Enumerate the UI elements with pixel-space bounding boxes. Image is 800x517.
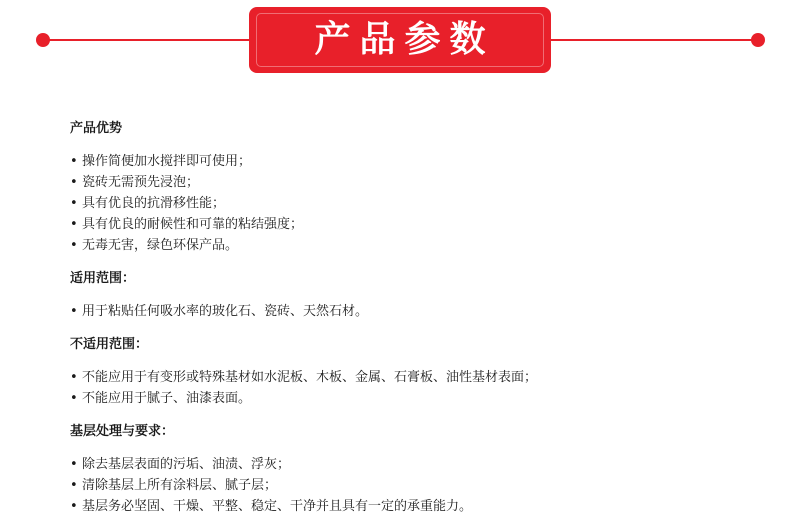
section-not-applicable-scope (70, 337, 790, 424)
product-parameters-content (70, 121, 790, 517)
list-item (70, 475, 790, 496)
section-heading: 产品优势 (70, 121, 123, 136)
title-banner (249, 7, 551, 73)
list-item-text: 瓷砖无需预先浸泡； (82, 175, 200, 190)
list-item (70, 301, 790, 322)
bullet-icon: • (70, 370, 78, 385)
bullet-icon: • (70, 238, 78, 253)
bullet-icon: • (70, 457, 78, 472)
list-item-text: 无毒无害，绿色环保产品。 (82, 238, 239, 253)
bullet-icon: • (70, 391, 78, 406)
list-item-text: 具有优良的耐候性和可靠的粘结强度； (82, 217, 304, 232)
list-item-text: 不能应用于有变形或特殊基材如水泥板、木板、金属、石膏板、油性基材表面； (82, 370, 538, 385)
bullet-icon: • (70, 217, 78, 232)
decorative-line-right (548, 39, 758, 41)
list-item-text: 除去基层表面的污垢、油渍、浮灰； (82, 457, 291, 472)
section-product-advantages (70, 121, 790, 271)
section-heading: 基层处理与要求： (70, 424, 175, 439)
list-item (70, 496, 790, 517)
list-item-text: 操作简便加水搅拌即可使用； (82, 154, 252, 169)
section-applicable-scope (70, 271, 790, 337)
list-item-text: 不能应用于腻子、油漆表面。 (82, 391, 252, 406)
bullet-icon: • (70, 478, 78, 493)
bullet-icon: • (70, 175, 78, 190)
bullet-icon: • (70, 499, 78, 514)
section-heading: 适用范围： (70, 271, 136, 286)
list-item-text: 用于粘贴任何吸水率的玻化石、瓷砖、天然石材。 (82, 304, 369, 319)
section-substrate-treatment (70, 424, 790, 517)
decorative-dot-right (751, 33, 765, 47)
list-item-text: 具有优良的抗滑移性能； (82, 196, 226, 211)
bullet-icon: • (70, 196, 78, 211)
list-item (70, 193, 790, 214)
section-heading: 不适用范围： (70, 337, 149, 352)
list-item (70, 172, 790, 193)
page-title: 产品参数 (314, 19, 495, 60)
list-item (70, 454, 790, 475)
list-item-text: 清除基层上所有涂料层、腻子层； (82, 478, 278, 493)
bullet-icon: • (70, 304, 78, 319)
list-item (70, 235, 790, 256)
list-item-text: 基层务必坚固、干燥、平整、稳定、干净并且具有一定的承重能力。 (82, 499, 473, 514)
list-item (70, 367, 790, 388)
list-item (70, 151, 790, 172)
bullet-icon: • (70, 154, 78, 169)
list-item (70, 214, 790, 235)
list-item (70, 388, 790, 409)
decorative-line-left (44, 39, 252, 41)
header (0, 0, 800, 80)
